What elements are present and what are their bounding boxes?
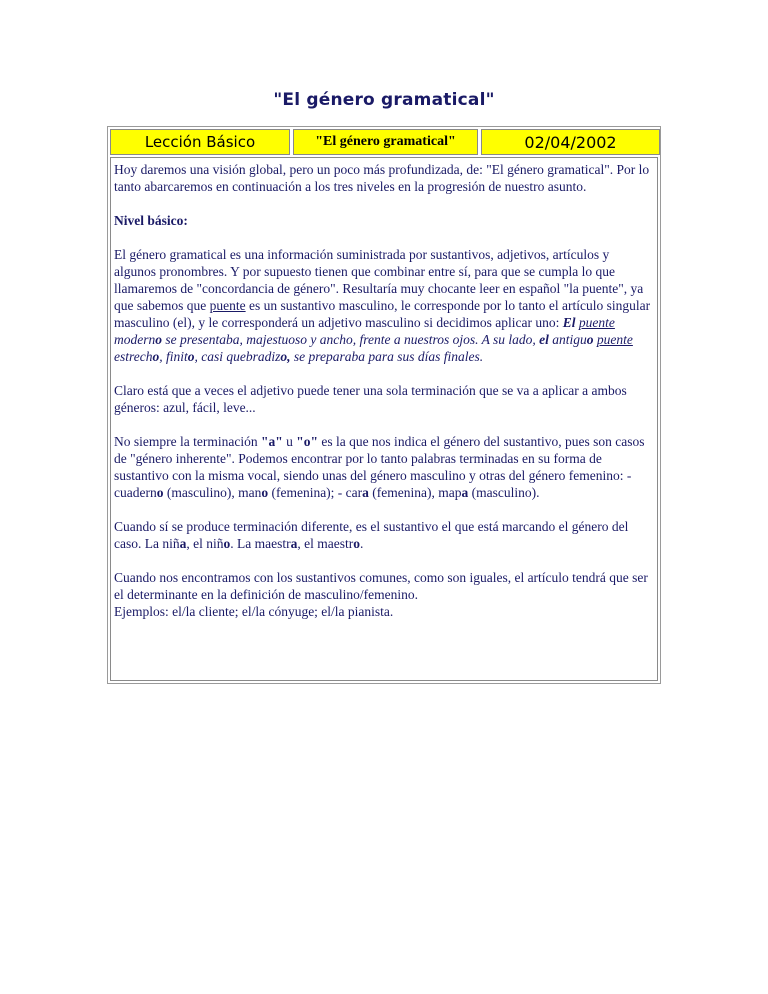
text-run: es la que nos indica el género del sustantivo, pues son casos de "género inherente". Podemos encontrar por lo tanto palabras terminadas en su forma de sustantivo con la misma vocal, siendo unas del género masculino y otras del género femenino: -cuadern — [114, 434, 645, 500]
header-row — [110, 129, 658, 155]
text-run: , casi quebradiz — [194, 349, 281, 364]
text-run: , el maestr — [297, 536, 354, 551]
text-run: u — [282, 434, 297, 449]
emphasis: o — [223, 536, 231, 551]
emphasis: o — [353, 536, 360, 551]
text-run: Cuando nos encontramos con los sustantivos comunes, como son iguales, el artículo tendrá que ser el determinante en la definición de masculino/femenino. — [114, 570, 648, 602]
text-run: (femenina); - car — [268, 485, 363, 500]
text-run: se preparaba para sus días finales. — [290, 349, 484, 364]
text-run: antigu — [548, 332, 587, 347]
examples-line: Ejemplos: el/la cliente; el/la cónyuge; el/la pianista. — [114, 604, 394, 619]
text-run: . — [359, 536, 364, 551]
text-run: El género gramatical es una información suministrada por sustantivos, adjetivos, artículos y algunos pronombres. Y por supuesto tienen que combinar entre sí, para que se cumpla lo que llamaremos de "concordancia de género". Resultaría muy chocante leer en español "la puente", ya que sabemos que — [114, 247, 644, 313]
emphasis: el — [539, 332, 549, 347]
common-nouns-paragraph — [114, 569, 653, 620]
topic-cell: "El género gramatical" — [293, 129, 478, 155]
example-word: puente — [209, 298, 246, 313]
concordance-paragraph — [114, 246, 653, 365]
text-run: , el niñ — [186, 536, 224, 551]
emphasis: a — [461, 485, 469, 500]
level-heading: Nivel básico: — [114, 213, 188, 228]
text-run: . La maestr — [230, 536, 291, 551]
text-run: (femenina), map — [368, 485, 462, 500]
text-run: (masculino), man — [163, 485, 262, 500]
emphasis: a — [290, 536, 298, 551]
lesson-table — [107, 126, 661, 684]
emphasis: o — [155, 332, 162, 347]
text-run: modern — [114, 332, 156, 347]
emphasis: El — [562, 315, 576, 330]
text-run: Cuando sí se produce terminación diferente, es el sustantivo el que está marcando el género del caso. La niñ — [114, 519, 629, 551]
date-cell: 02/04/2002 — [481, 129, 660, 155]
emphasis: "o" — [296, 434, 318, 449]
emphasis: o — [586, 332, 594, 347]
inherent-gender-paragraph — [114, 433, 653, 501]
example-word: puente — [578, 315, 615, 330]
emphasis: o — [261, 485, 269, 500]
emphasis: a — [179, 536, 187, 551]
text-run: , finit — [159, 349, 188, 364]
intro-paragraph: Hoy daremos una visión global, pero un poco más profundizada, de: "El género gramatical". Por lo tanto abarcaremos en continuación a los tres niveles en la progresión de nuestro asunto. — [114, 162, 650, 194]
emphasis: o — [152, 349, 160, 364]
single-ending-paragraph: Claro está que a veces el adjetivo puede tener una sola terminación que se va a aplicar a ambos géneros: azul, fácil, leve... — [114, 383, 627, 415]
emphasis: o, — [280, 349, 291, 364]
lesson-level-cell: Lección Básico — [110, 129, 290, 155]
different-ending-paragraph — [114, 518, 653, 552]
example-word: puente — [596, 332, 633, 347]
emphasis: "a" — [260, 434, 283, 449]
text-run: estrech — [114, 349, 153, 364]
emphasis: o — [156, 485, 164, 500]
text-run: se presentaba, majestuoso y ancho, frente a nuestros ojos. A su lado, — [162, 332, 540, 347]
text-run: (masculino). — [468, 485, 540, 500]
emphasis: a — [362, 485, 369, 500]
lesson-body — [110, 157, 658, 681]
text-run: No siempre la terminación — [114, 434, 261, 449]
text-run: es un sustantivo masculino, le corresponde por lo tanto el artículo singular masculino (el), y le corresponderá un adjetivo masculino si decidimos aplicar uno: — [114, 298, 651, 330]
emphasis: o — [187, 349, 195, 364]
page-title: "El género gramatical" — [273, 90, 495, 110]
